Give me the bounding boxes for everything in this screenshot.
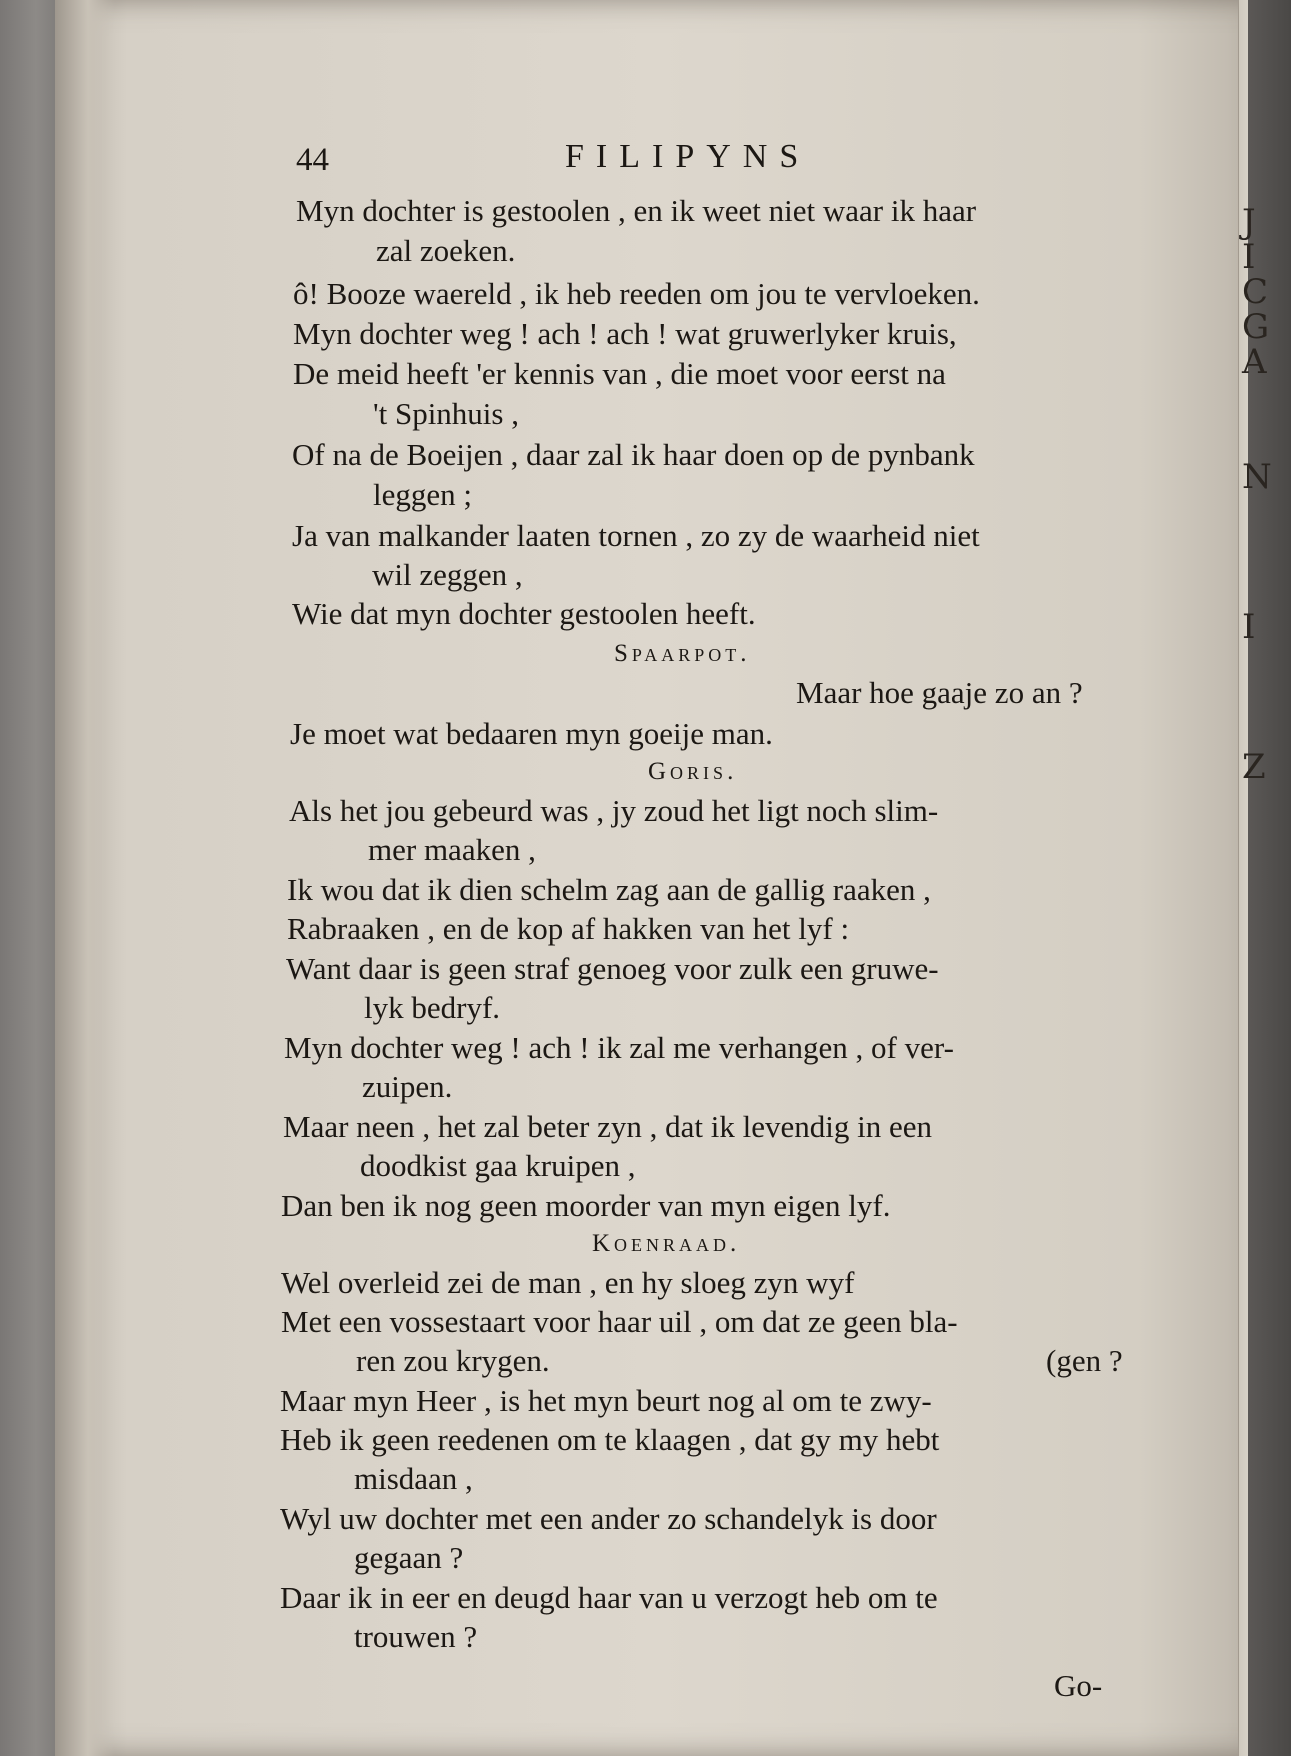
margin-letter: N (1242, 457, 1272, 497)
verse-line: Maar hoe gaaje zo an ? (796, 675, 1083, 710)
speaker-name: Koenraad. (592, 1230, 741, 1257)
verse-line: misdaan , (354, 1461, 473, 1496)
verse-line: Met een vossestaart voor haar uil , om dat ze geen bla- (281, 1304, 958, 1339)
margin-letter: Z (1242, 747, 1266, 787)
verse-line: Rabraaken , en de kop af hakken van het lyf : (287, 911, 850, 946)
verse-line: lyk bedryf. (364, 990, 501, 1025)
verse-line: Myn dochter weg ! ach ! ach ! wat gruwerlyker kruis, (293, 316, 957, 351)
speaker-name: Spaarpot. (614, 640, 751, 667)
verse-line: mer maaken , (368, 832, 536, 867)
margin-letter: G (1242, 307, 1270, 347)
page-number: 44 (296, 142, 329, 178)
verse-line: ô! Booze waereld , ik heb reeden om jou te vervloeken. (293, 276, 980, 311)
verse-line: Wel overleid zei de man , en hy sloeg zyn wyf (281, 1265, 855, 1300)
verse-line: Je moet wat bedaaren myn goeije man. (290, 716, 773, 751)
catchword: Go- (1054, 1668, 1103, 1703)
verse-line: Maar myn Heer , is het myn beurt nog al om te zwy- (280, 1383, 932, 1418)
verse-line: Als het jou gebeurd was , jy zoud het ligt noch slim- (289, 793, 939, 828)
speaker-name: Goris. (648, 758, 738, 785)
verse-line: Maar neen , het zal beter zyn , dat ik levendig in een (283, 1109, 933, 1144)
margin-letter: I (1242, 607, 1256, 647)
book-gutter (55, 0, 115, 1756)
verse-line: zal zoeken. (376, 233, 516, 268)
verse-line: Wyl uw dochter met een ander zo schandelyk is door (280, 1501, 937, 1536)
verse-line: zuipen. (362, 1069, 453, 1104)
verse-line: wil zeggen , (372, 557, 523, 592)
verse-line: Ja van malkander laaten tornen , zo zy de waarheid niet (292, 518, 980, 553)
verse-line: Of na de Boeijen , daar zal ik haar doen op de pynbank (292, 437, 975, 472)
verse-line: Daar ik in eer en deugd haar van u verzogt heb om te (280, 1580, 938, 1615)
verse-line: Dan ben ik nog geen moorder van myn eigen lyf. (281, 1188, 891, 1223)
margin-letter: J (1242, 202, 1256, 242)
verse-line: Myn dochter weg ! ach ! ik zal me verhangen , of ver- (284, 1030, 954, 1065)
verse-line: doodkist gaa kruipen , (360, 1148, 636, 1183)
verse-line: 't Spinhuis , (373, 396, 519, 431)
verse-line: Ik wou dat ik dien schelm zag aan de gallig raaken , (287, 872, 931, 907)
verse-line: ren zou krygen. (356, 1343, 550, 1378)
running-title: FILIPYNS (565, 138, 811, 175)
margin-letter: C (1242, 272, 1269, 312)
verse-line: Wie dat myn dochter gestoolen heeft. (292, 596, 756, 631)
verse-line: Myn dochter is gestoolen , en ik weet niet waar ik haar (296, 193, 977, 228)
verse-line: trouwen ? (354, 1619, 478, 1654)
verse-line: De meid heeft 'er kennis van , die moet voor eerst na (293, 356, 946, 391)
verse-line-turnover: (gen ? (1046, 1343, 1123, 1378)
margin-letter: A (1242, 342, 1267, 382)
verse-line: Heb ik geen reedenen om te klaagen , dat gy my hebt (280, 1422, 940, 1457)
verse-line: gegaan ? (354, 1540, 464, 1575)
verse-line: Want daar is geen straf genoeg voor zulk een gruwe- (286, 951, 939, 986)
margin-letter: I (1242, 237, 1256, 277)
verse-line: leggen ; (373, 477, 472, 512)
